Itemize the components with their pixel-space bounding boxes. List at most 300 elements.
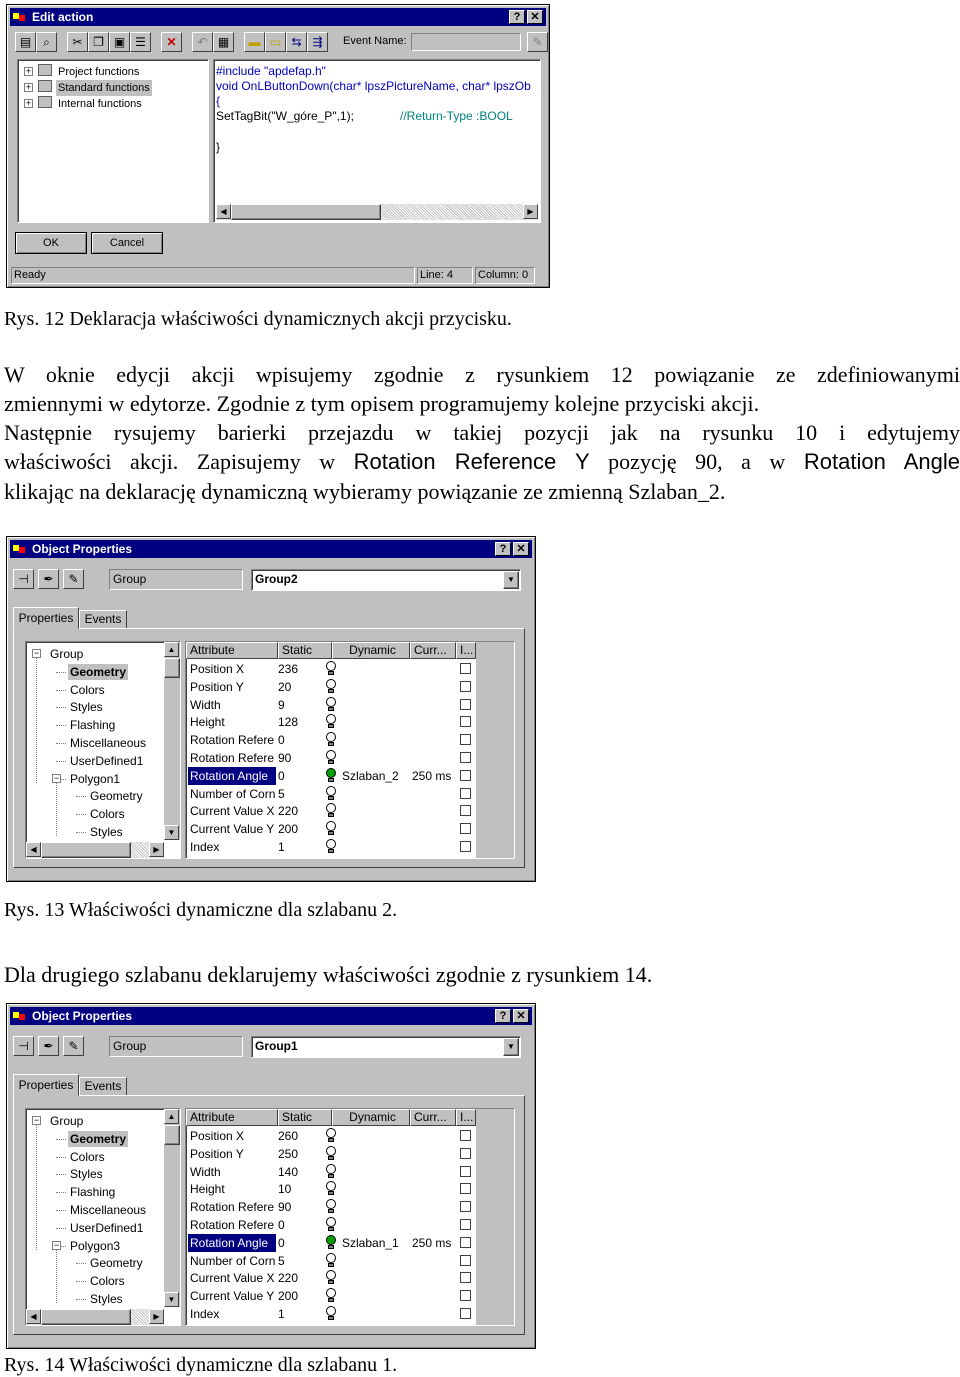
header-current[interactable]: Curr... bbox=[410, 642, 456, 659]
scroll-left-icon[interactable]: ◀ bbox=[216, 204, 231, 219]
rotation-reference-y-term: Rotation Reference Y bbox=[353, 449, 590, 474]
scroll-right-icon[interactable]: ▶ bbox=[149, 1309, 164, 1324]
app-icon bbox=[13, 1010, 27, 1022]
chevron-down-icon[interactable]: ▼ bbox=[503, 571, 519, 589]
current-value[interactable] bbox=[412, 785, 458, 803]
pipette-icon[interactable]: ✒ bbox=[38, 569, 59, 589]
dynamic-value[interactable] bbox=[342, 731, 412, 749]
static-value[interactable]: 90 bbox=[278, 1200, 292, 1215]
tree-item[interactable]: UserDefined1 bbox=[70, 753, 144, 768]
static-value[interactable]: 140 bbox=[278, 1164, 299, 1179]
indirect-checkbox[interactable] bbox=[460, 788, 471, 799]
attribute-name[interactable]: Current Value X bbox=[190, 804, 275, 819]
indirect-checkbox[interactable] bbox=[460, 1272, 471, 1283]
static-value[interactable]: 220 bbox=[278, 804, 299, 819]
folder-icon[interactable]: ▬ bbox=[244, 32, 265, 52]
scroll-thumb[interactable] bbox=[41, 1309, 131, 1325]
code-line-brace-close: } bbox=[216, 140, 221, 154]
current-value[interactable] bbox=[412, 1287, 458, 1305]
static-value[interactable]: 200 bbox=[278, 1289, 299, 1304]
object-properties-titlebar[interactable] bbox=[10, 1007, 532, 1025]
tree-item[interactable]: UserDefined1 bbox=[70, 1220, 144, 1235]
indirect-checkbox[interactable] bbox=[460, 1148, 471, 1159]
object-name-text: Group2 bbox=[255, 572, 298, 586]
tree-item[interactable]: Styles bbox=[70, 700, 103, 715]
app-icon bbox=[13, 11, 27, 23]
tree-connector bbox=[56, 707, 66, 708]
current-value[interactable] bbox=[412, 1252, 458, 1270]
bulb-icon[interactable] bbox=[324, 750, 338, 765]
indirect-checkbox[interactable] bbox=[460, 823, 471, 834]
current-value[interactable] bbox=[412, 820, 458, 838]
scroll-down-icon[interactable]: ▼ bbox=[164, 1292, 179, 1307]
pipette-icon[interactable]: ✒ bbox=[38, 1036, 59, 1056]
attribute-name[interactable]: Rotation Angle bbox=[188, 1234, 276, 1252]
dynamic-value[interactable] bbox=[342, 1305, 412, 1323]
object-name-text: Group1 bbox=[255, 1039, 298, 1053]
attribute-name[interactable]: Rotation Angle bbox=[188, 767, 276, 785]
bulb-active-icon[interactable] bbox=[324, 768, 338, 783]
bulb-icon[interactable] bbox=[324, 839, 338, 854]
current-value[interactable] bbox=[412, 838, 458, 856]
static-value[interactable]: 0 bbox=[278, 768, 285, 783]
attribute-name[interactable]: Current Value Y bbox=[190, 822, 275, 837]
tree-connector bbox=[56, 725, 66, 726]
brush-icon[interactable]: ✎ bbox=[63, 1036, 84, 1056]
dynamic-value[interactable] bbox=[342, 1180, 412, 1198]
dynamic-value[interactable] bbox=[342, 1287, 412, 1305]
print-icon[interactable]: ▤ bbox=[15, 32, 36, 52]
cancel-button[interactable]: Cancel bbox=[91, 232, 163, 254]
tree-item[interactable]: Group bbox=[50, 1114, 84, 1128]
collapse-icon[interactable]: − bbox=[53, 772, 60, 783]
indirect-checkbox[interactable] bbox=[460, 805, 471, 816]
tree-connector bbox=[56, 783, 57, 836]
static-value[interactable]: 0 bbox=[278, 733, 285, 748]
current-value[interactable] bbox=[412, 1180, 458, 1198]
tree-connector bbox=[36, 1125, 37, 1250]
dynamic-value[interactable] bbox=[342, 838, 412, 856]
tree-item[interactable]: Polygon1 bbox=[70, 771, 121, 786]
object-type-field bbox=[109, 569, 243, 590]
tree-connector bbox=[56, 1250, 57, 1303]
tree-item[interactable]: Styles bbox=[70, 1167, 103, 1182]
current-value[interactable] bbox=[412, 1163, 458, 1181]
static-value[interactable]: 250 bbox=[278, 1146, 299, 1161]
expand-icon[interactable]: + bbox=[25, 82, 32, 92]
scroll-thumb[interactable] bbox=[41, 842, 131, 858]
expand-icon[interactable]: + bbox=[25, 66, 32, 76]
attribute-name[interactable]: Index bbox=[190, 840, 220, 854]
tree-item[interactable]: Styles bbox=[90, 825, 123, 839]
dynamic-value[interactable] bbox=[342, 1163, 412, 1181]
code-line-function: void OnLButtonDown(char* lpszPictureName, char* lpszOb bbox=[216, 79, 531, 93]
object-properties-window-fig14 bbox=[6, 1003, 536, 1349]
bulb-icon[interactable] bbox=[324, 1146, 338, 1161]
paragraph1-line5: klikając na deklarację dynamiczną wybieramy powiązanie ze zmienną Szlaban_2. bbox=[4, 479, 726, 504]
dynamic-value[interactable] bbox=[342, 802, 412, 820]
event-name-field[interactable] bbox=[411, 33, 521, 51]
indirect-checkbox[interactable] bbox=[460, 1130, 471, 1141]
static-value[interactable]: 220 bbox=[278, 1271, 299, 1286]
header-attribute[interactable]: Attribute bbox=[186, 1109, 278, 1126]
window-title: Object Properties bbox=[32, 542, 133, 556]
scroll-left-icon[interactable]: ◀ bbox=[26, 1309, 41, 1324]
bulb-icon[interactable] bbox=[324, 1253, 338, 1268]
bulb-icon[interactable] bbox=[324, 1164, 338, 1179]
static-value[interactable]: 9 bbox=[278, 697, 285, 712]
status-ready bbox=[11, 267, 415, 284]
tree-item-internal-functions[interactable]: Internal functions bbox=[58, 98, 142, 110]
object-type-text: Group bbox=[113, 572, 147, 586]
bulb-icon[interactable] bbox=[324, 1199, 338, 1214]
bulb-icon[interactable] bbox=[324, 821, 338, 836]
current-value[interactable] bbox=[412, 1145, 458, 1163]
attribute-name[interactable]: Current Value X bbox=[190, 1271, 275, 1286]
tree-item[interactable]: Flashing bbox=[70, 1185, 116, 1200]
static-value[interactable]: 90 bbox=[278, 751, 292, 765]
header-static[interactable]: Static bbox=[278, 642, 332, 659]
rotation-angle-term: Rotation Angle bbox=[803, 449, 960, 474]
current-value[interactable]: 250 ms bbox=[412, 1235, 452, 1250]
dynamic-value[interactable]: Szlaban_1 bbox=[342, 1235, 399, 1250]
object-properties-titlebar[interactable] bbox=[10, 540, 532, 558]
static-value[interactable]: 5 bbox=[278, 1253, 285, 1268]
tree-connector bbox=[36, 658, 37, 783]
current-value[interactable]: 250 ms bbox=[412, 768, 452, 783]
tree-item[interactable]: Colors bbox=[70, 1149, 105, 1164]
code-editor[interactable] bbox=[213, 59, 541, 223]
dynamic-value[interactable] bbox=[342, 660, 412, 678]
attribute-name[interactable]: Position Y bbox=[190, 1146, 244, 1161]
window-title: Object Properties bbox=[32, 1009, 133, 1023]
help-button[interactable]: ? bbox=[509, 10, 525, 24]
dynamic-value[interactable] bbox=[342, 1269, 412, 1287]
comment-icon[interactable]: ▭ bbox=[265, 32, 286, 52]
current-value[interactable] bbox=[412, 660, 458, 678]
ok-button[interactable]: OK bbox=[15, 232, 87, 254]
tree-connector bbox=[56, 1192, 66, 1193]
table-scroll-area bbox=[476, 1109, 514, 1325]
toolbar bbox=[11, 29, 547, 55]
current-value[interactable] bbox=[412, 1305, 458, 1323]
close-button[interactable]: ✕ bbox=[513, 1009, 529, 1023]
tree-item[interactable]: Miscellaneous bbox=[70, 736, 147, 750]
bulb-active-icon[interactable] bbox=[324, 1235, 338, 1250]
indirect-checkbox[interactable] bbox=[460, 1219, 471, 1230]
bulb-icon[interactable] bbox=[324, 679, 338, 694]
scroll-thumb[interactable] bbox=[164, 658, 180, 678]
current-value[interactable] bbox=[412, 731, 458, 749]
tree-connector bbox=[56, 1157, 66, 1158]
current-value[interactable] bbox=[412, 1269, 458, 1287]
dynamic-value[interactable] bbox=[342, 820, 412, 838]
bulb-icon[interactable] bbox=[324, 732, 338, 747]
bulb-icon[interactable] bbox=[324, 1270, 338, 1285]
tree-item[interactable]: Geometry bbox=[70, 664, 127, 679]
compile-icon[interactable]: ⇶ bbox=[307, 32, 328, 52]
tree-item-standard-functions[interactable]: Standard functions bbox=[58, 82, 150, 94]
event-name-label: Event Name: bbox=[343, 35, 407, 47]
tree-connector bbox=[76, 814, 86, 815]
dynamic-value[interactable] bbox=[342, 713, 412, 731]
close-button[interactable]: ✕ bbox=[527, 10, 543, 24]
tree-item-project-functions[interactable]: Project functions bbox=[58, 66, 140, 78]
static-value[interactable]: 200 bbox=[278, 822, 299, 837]
bulb-icon[interactable] bbox=[324, 1181, 338, 1196]
bulb-icon[interactable] bbox=[324, 1217, 338, 1232]
attribute-name[interactable]: Number of Corn bbox=[190, 786, 276, 801]
status-line bbox=[417, 267, 473, 284]
delete-icon[interactable]: ✕ bbox=[161, 32, 182, 52]
tab-properties-label: Properties bbox=[18, 611, 74, 625]
scroll-up-icon[interactable]: ▲ bbox=[164, 1109, 179, 1124]
pin-icon[interactable]: ⊣ bbox=[13, 569, 34, 589]
object-name-select[interactable] bbox=[251, 569, 521, 591]
static-value[interactable]: 0 bbox=[278, 1218, 285, 1232]
caption-fig14: Rys. 14 Właściwości dynamiczne dla szlabanu 1. bbox=[4, 1354, 398, 1376]
bulb-icon[interactable] bbox=[324, 697, 338, 712]
tree-connector bbox=[76, 1281, 86, 1282]
tree-item[interactable]: Geometry bbox=[70, 1131, 127, 1146]
indirect-checkbox[interactable] bbox=[460, 1183, 471, 1194]
static-value[interactable]: 260 bbox=[278, 1129, 299, 1143]
tree-connector bbox=[76, 796, 86, 797]
current-value[interactable] bbox=[412, 713, 458, 731]
current-value[interactable] bbox=[412, 696, 458, 714]
object-tree[interactable] bbox=[25, 641, 181, 859]
indirect-checkbox[interactable] bbox=[460, 1237, 471, 1248]
indirect-checkbox[interactable] bbox=[460, 841, 471, 852]
dynamic-value[interactable] bbox=[342, 785, 412, 803]
static-value[interactable]: 1 bbox=[278, 1307, 285, 1321]
indirect-checkbox[interactable] bbox=[460, 752, 471, 763]
tree-item[interactable]: Miscellaneous bbox=[70, 1203, 147, 1217]
header-indirect[interactable]: I... bbox=[456, 1109, 476, 1126]
pin-icon[interactable]: ⊣ bbox=[13, 1036, 34, 1056]
chevron-down-icon[interactable]: ▼ bbox=[503, 1038, 519, 1056]
current-value[interactable] bbox=[412, 802, 458, 820]
attribute-name[interactable]: Width bbox=[190, 1164, 221, 1179]
tab-properties-label: Properties bbox=[18, 1078, 74, 1092]
static-value[interactable]: 128 bbox=[278, 715, 299, 730]
current-value[interactable] bbox=[412, 1216, 458, 1234]
tree-item[interactable]: Flashing bbox=[70, 718, 116, 733]
attribute-name[interactable]: Index bbox=[190, 1307, 220, 1321]
collapse-icon[interactable]: − bbox=[33, 1115, 40, 1125]
paragraph1-line4 bbox=[4, 447, 960, 476]
object-name-select[interactable] bbox=[251, 1036, 521, 1058]
scroll-thumb[interactable] bbox=[164, 1125, 180, 1145]
bulb-icon[interactable] bbox=[324, 714, 338, 729]
dynamic-value[interactable] bbox=[342, 696, 412, 714]
tree-connector bbox=[56, 1174, 66, 1175]
bulb-icon[interactable] bbox=[324, 786, 338, 801]
dynamic-value[interactable] bbox=[342, 749, 412, 767]
function-tree[interactable] bbox=[17, 59, 209, 223]
attribute-table[interactable] bbox=[185, 1108, 515, 1326]
preview-icon[interactable]: ⌕ bbox=[36, 32, 57, 52]
attribute-name[interactable]: Rotation Refere bbox=[190, 751, 275, 765]
app-icon bbox=[13, 543, 27, 555]
scroll-up-icon[interactable]: ▲ bbox=[164, 642, 179, 657]
current-value[interactable] bbox=[412, 678, 458, 696]
tree-item[interactable]: Styles bbox=[90, 1292, 123, 1306]
tree-item[interactable]: Colors bbox=[90, 807, 125, 822]
bulb-icon[interactable] bbox=[324, 661, 338, 676]
indirect-checkbox[interactable] bbox=[460, 1166, 471, 1177]
static-value[interactable]: 5 bbox=[278, 786, 285, 801]
header-current[interactable]: Curr... bbox=[410, 1109, 456, 1126]
code-line-settagbit: SetTagBit("W_góre_P",1); bbox=[216, 109, 354, 123]
current-value[interactable] bbox=[412, 1127, 458, 1145]
tree-item[interactable]: Polygon3 bbox=[70, 1238, 121, 1253]
indirect-checkbox[interactable] bbox=[460, 1201, 471, 1212]
attribute-name[interactable]: Width bbox=[190, 697, 221, 712]
edit-action-titlebar[interactable] bbox=[10, 8, 546, 26]
object-properties-window-fig13 bbox=[6, 536, 536, 882]
indirect-checkbox[interactable] bbox=[460, 716, 471, 727]
attribute-name[interactable]: Current Value Y bbox=[190, 1289, 275, 1304]
dynamic-value[interactable] bbox=[342, 1145, 412, 1163]
status-column-text: Column: 0 bbox=[478, 269, 529, 281]
properties-icon[interactable]: ▦ bbox=[213, 32, 234, 52]
help-button[interactable]: ? bbox=[495, 542, 511, 556]
tree-connector bbox=[76, 832, 86, 833]
attribute-table[interactable] bbox=[185, 641, 515, 859]
static-value[interactable]: 0 bbox=[278, 1235, 285, 1250]
dynamic-value[interactable] bbox=[342, 1127, 412, 1145]
line4-text-c: pozycję 90, a w bbox=[589, 449, 804, 474]
tree-item[interactable]: Colors bbox=[90, 1274, 125, 1289]
attribute-name[interactable]: Rotation Refere bbox=[190, 733, 275, 748]
attribute-name[interactable]: Position X bbox=[190, 662, 245, 676]
attribute-name[interactable]: Height bbox=[190, 715, 225, 730]
indirect-checkbox[interactable] bbox=[460, 734, 471, 745]
indirect-checkbox[interactable] bbox=[460, 663, 471, 674]
tab-events-label: Events bbox=[84, 612, 122, 626]
attribute-name[interactable]: Position Y bbox=[190, 679, 244, 694]
close-button[interactable]: ✕ bbox=[513, 542, 529, 556]
dynamic-value[interactable] bbox=[342, 678, 412, 696]
tree-item[interactable]: Group bbox=[50, 647, 84, 661]
object-tree[interactable] bbox=[25, 1108, 181, 1326]
stack-icon[interactable]: ☰ bbox=[130, 32, 151, 52]
indirect-checkbox[interactable] bbox=[460, 1290, 471, 1301]
table-scroll-area bbox=[476, 642, 514, 858]
tab-events-label: Events bbox=[84, 1079, 122, 1093]
dynamic-value[interactable] bbox=[342, 1198, 412, 1216]
indirect-checkbox[interactable] bbox=[460, 770, 471, 781]
dynamic-value[interactable] bbox=[342, 1252, 412, 1270]
horizontal-scrollbar[interactable] bbox=[26, 1309, 164, 1325]
attribute-name[interactable]: Position X bbox=[190, 1129, 245, 1143]
header-attribute[interactable]: Attribute bbox=[186, 642, 278, 659]
object-type-text: Group bbox=[113, 1039, 147, 1053]
bulb-icon[interactable] bbox=[324, 1288, 338, 1303]
bulb-icon[interactable] bbox=[324, 1306, 338, 1321]
header-static[interactable]: Static bbox=[278, 1109, 332, 1126]
tree-connector bbox=[76, 1263, 86, 1264]
scroll-right-icon[interactable]: ▶ bbox=[149, 842, 164, 857]
tree-item[interactable]: Geometry bbox=[90, 1256, 143, 1271]
caption-fig13: Rys. 13 Właściwości dynamiczne dla szlabanu 2. bbox=[4, 899, 398, 921]
tree-connector bbox=[56, 743, 66, 744]
expand-icon[interactable]: + bbox=[25, 98, 32, 108]
attribute-name[interactable]: Rotation Refere bbox=[190, 1218, 275, 1232]
bulb-icon[interactable] bbox=[324, 1128, 338, 1143]
header-dynamic[interactable]: Dynamic bbox=[332, 642, 410, 659]
current-value[interactable] bbox=[412, 1198, 458, 1216]
static-value[interactable]: 1 bbox=[278, 840, 285, 854]
static-value[interactable]: 20 bbox=[278, 679, 292, 694]
status-line-text: Line: 4 bbox=[420, 269, 454, 281]
tree-connector bbox=[56, 761, 66, 762]
attribute-name[interactable]: Height bbox=[190, 1182, 225, 1197]
undo-icon[interactable]: ↶ bbox=[192, 32, 213, 52]
dynamic-value[interactable] bbox=[342, 1216, 412, 1234]
tab-properties[interactable] bbox=[13, 1074, 79, 1096]
scroll-right-icon[interactable]: ▶ bbox=[523, 204, 538, 219]
caption-fig12: Rys. 12 Deklaracja właściwości dynamicznych akcji przycisku. bbox=[4, 308, 512, 330]
vertical-scrollbar[interactable] bbox=[164, 1109, 180, 1307]
line4-text-a: właściwości akcji. Zapisujemy w bbox=[4, 449, 354, 474]
event-icon[interactable]: ✎ bbox=[527, 32, 548, 52]
tree-item[interactable]: Geometry bbox=[90, 789, 143, 804]
current-value[interactable] bbox=[412, 749, 458, 767]
header-dynamic[interactable]: Dynamic bbox=[332, 1109, 410, 1126]
edit-action-window bbox=[6, 4, 550, 288]
status-column bbox=[475, 267, 535, 284]
cut-icon[interactable]: ✂ bbox=[67, 32, 88, 52]
paste-icon[interactable]: ▣ bbox=[109, 32, 130, 52]
tab-properties[interactable] bbox=[13, 607, 79, 629]
attribute-name[interactable]: Number of Corn bbox=[190, 1253, 276, 1268]
horizontal-scrollbar[interactable] bbox=[26, 842, 164, 858]
paragraph1-line1: W oknie edycji akcji wpisujemy zgodnie z rysunkiem 12 powiązanie ze zdefiniowanymi bbox=[4, 362, 960, 387]
indirect-checkbox[interactable] bbox=[460, 681, 471, 692]
jump-icon[interactable]: ⇆ bbox=[286, 32, 307, 52]
tree-connector bbox=[56, 1228, 66, 1229]
copy-icon[interactable]: ❐ bbox=[88, 32, 109, 52]
tree-connector bbox=[56, 672, 66, 673]
static-value[interactable]: 236 bbox=[278, 662, 299, 676]
scroll-thumb[interactable] bbox=[231, 204, 381, 220]
collapse-icon[interactable]: − bbox=[53, 1239, 60, 1250]
header-indirect[interactable]: I... bbox=[456, 642, 476, 659]
collapse-icon[interactable]: − bbox=[33, 648, 40, 658]
indirect-checkbox[interactable] bbox=[460, 699, 471, 710]
indirect-checkbox[interactable] bbox=[460, 1255, 471, 1266]
dynamic-value[interactable]: Szlaban_2 bbox=[342, 768, 399, 783]
static-value[interactable]: 10 bbox=[278, 1182, 292, 1197]
brush-icon[interactable]: ✎ bbox=[63, 569, 84, 589]
tree-item[interactable]: Colors bbox=[70, 682, 105, 697]
horizontal-scrollbar[interactable] bbox=[216, 204, 538, 220]
tab-events[interactable] bbox=[79, 610, 127, 629]
indirect-checkbox[interactable] bbox=[460, 1308, 471, 1319]
paragraph2: Dla drugiego szlabanu deklarujemy właściwości zgodnie z rysunkiem 14. bbox=[4, 962, 653, 987]
bulb-icon[interactable] bbox=[324, 803, 338, 818]
tab-events[interactable] bbox=[79, 1077, 127, 1096]
scroll-down-icon[interactable]: ▼ bbox=[164, 825, 179, 840]
scroll-left-icon[interactable]: ◀ bbox=[26, 842, 41, 857]
help-button[interactable]: ? bbox=[495, 1009, 511, 1023]
vertical-scrollbar[interactable] bbox=[164, 642, 180, 840]
paragraph1-line2: zmiennymi w edytorze. Zgodnie z tym opisem programujemy kolejne przyciski akcji. bbox=[4, 391, 760, 416]
code-comment: //Return-Type :BOOL bbox=[400, 109, 513, 123]
attribute-name[interactable]: Rotation Refere bbox=[190, 1200, 275, 1215]
